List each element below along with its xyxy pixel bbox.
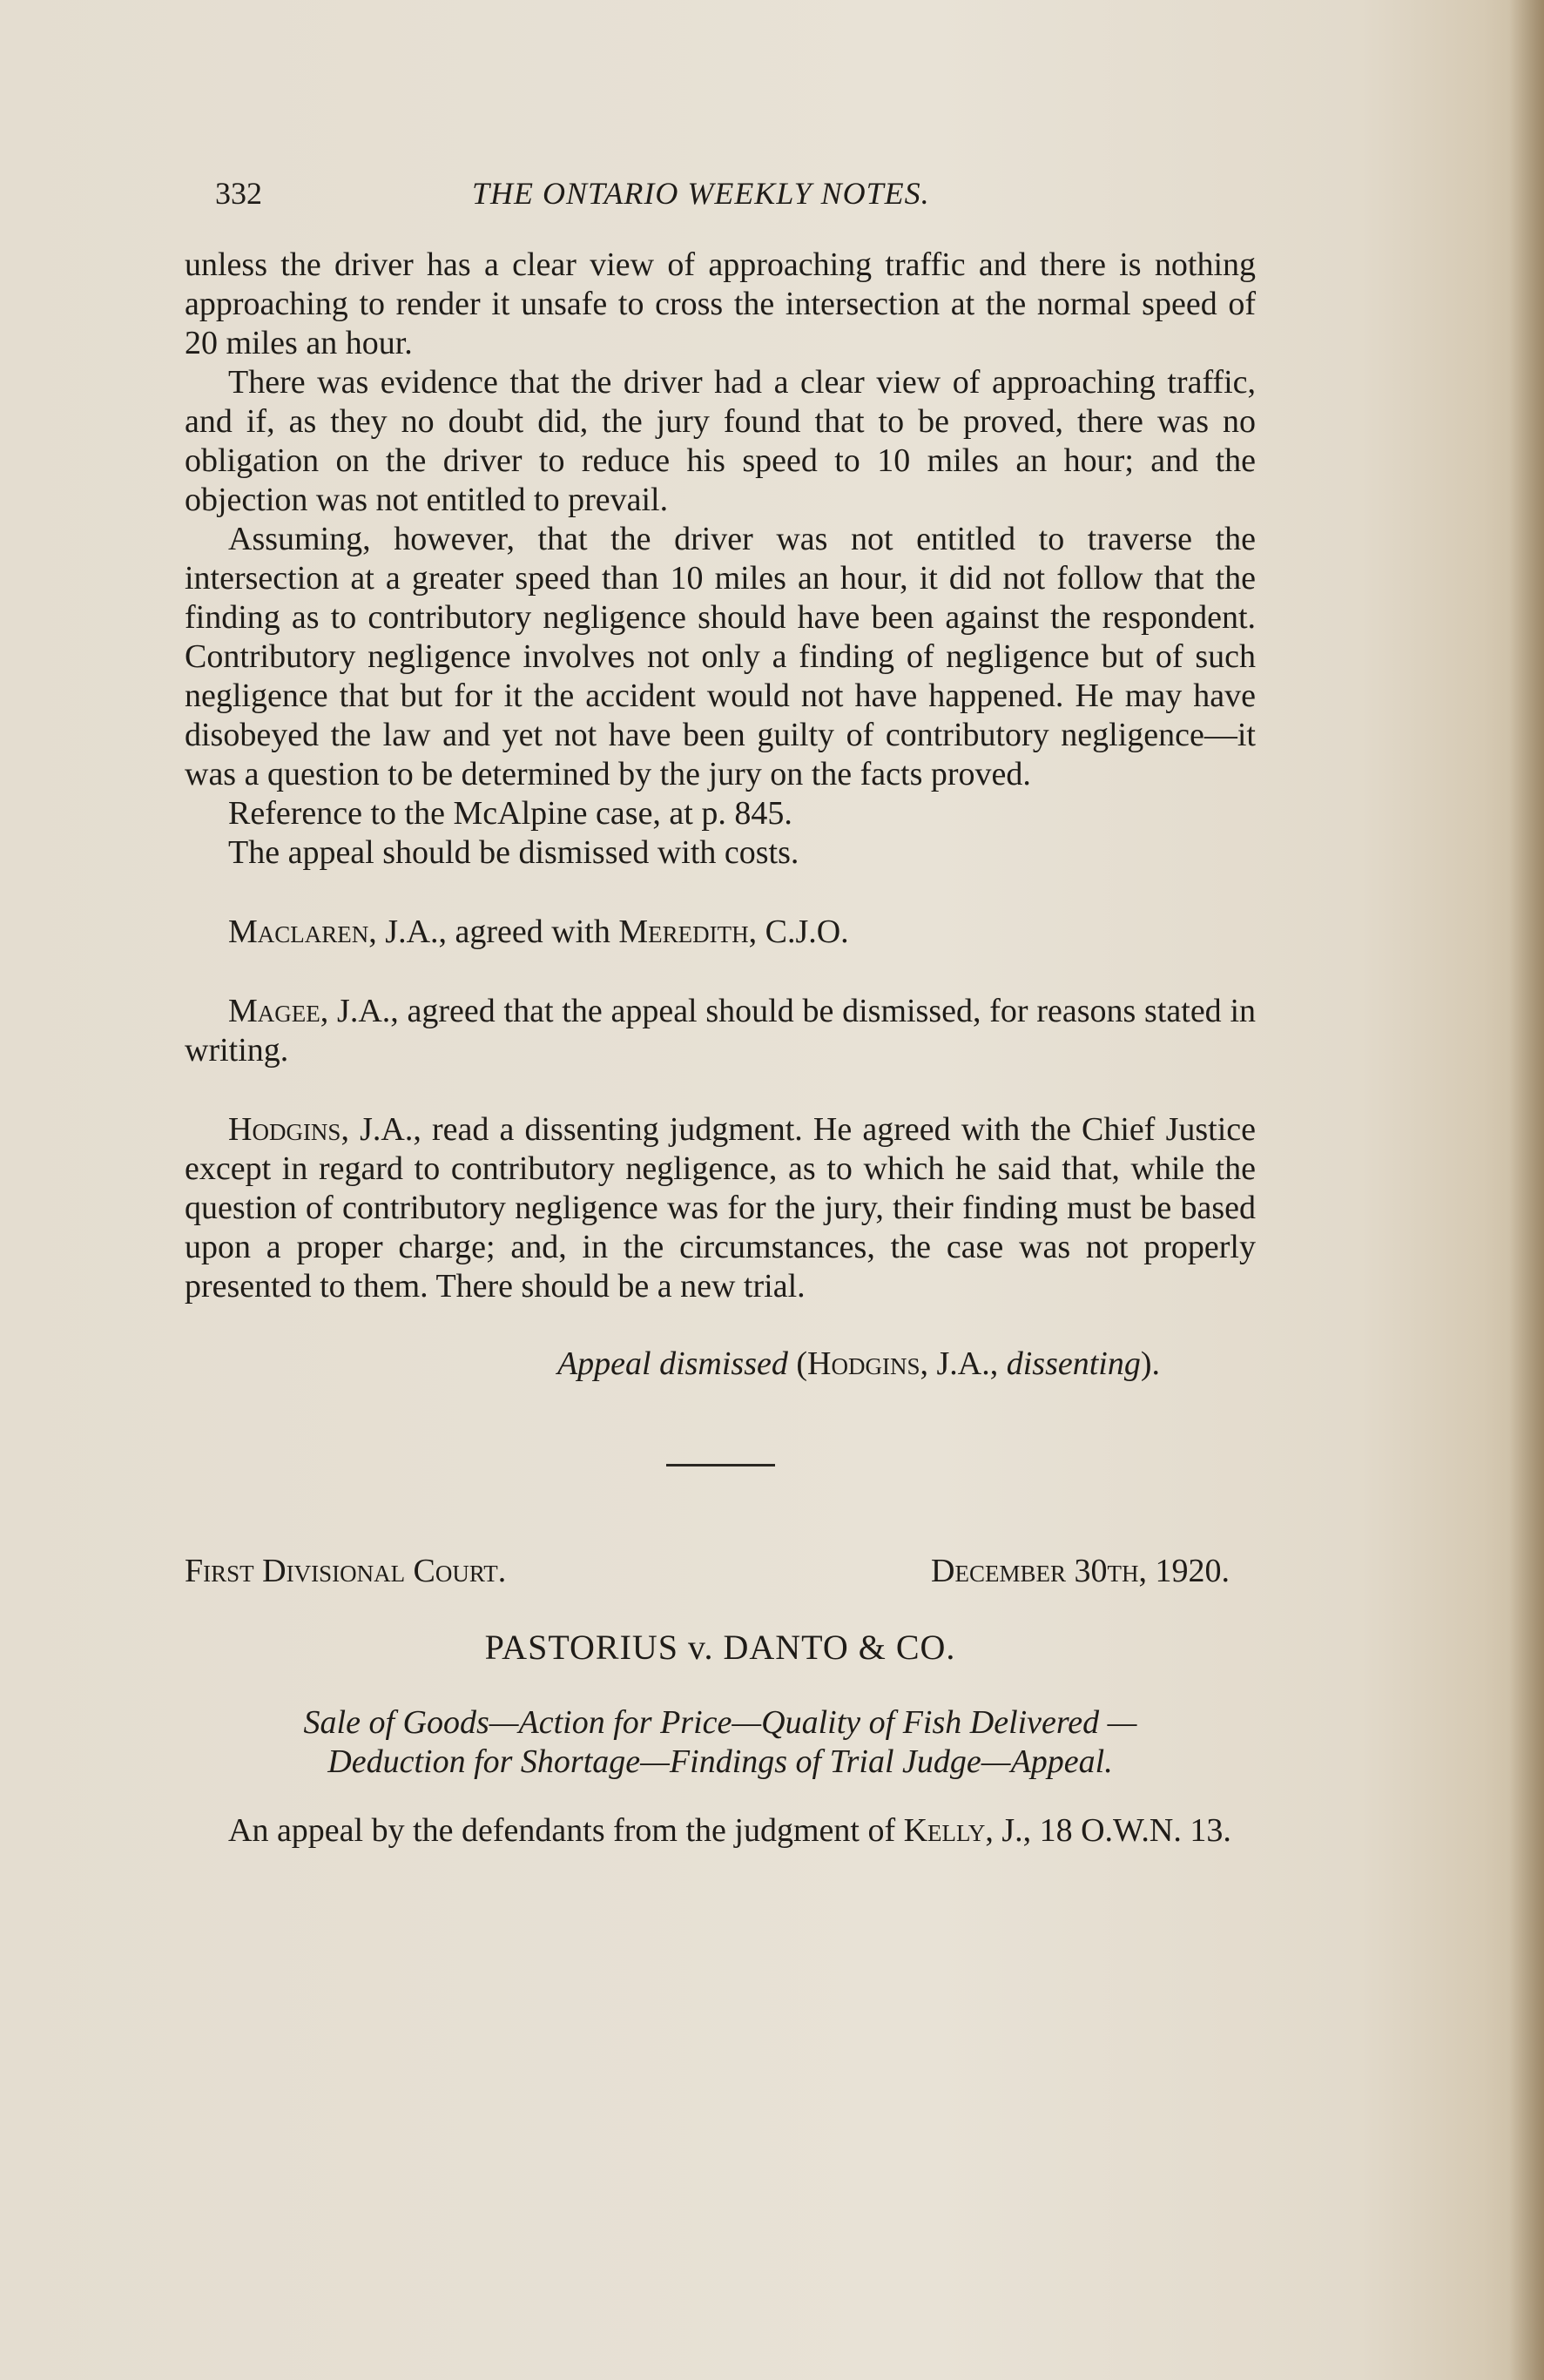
judge-name: Kelly xyxy=(903,1812,986,1849)
opinion-text: , J.A., agreed with xyxy=(368,914,619,950)
section-divider xyxy=(666,1464,775,1466)
dissent-text: dissenting xyxy=(1006,1345,1141,1382)
paragraph-5: The appeal should be dismissed with costs. xyxy=(228,834,799,871)
decision-date: December 30th, 1920. xyxy=(931,1553,1230,1589)
result-text: Appeal dismissed xyxy=(556,1345,788,1382)
text-block xyxy=(185,174,1256,1851)
magee-opinion xyxy=(185,992,1256,1070)
appeal-text: An appeal by the defendants from the judgment of xyxy=(228,1812,904,1849)
paragraph-3: Assuming, however, that the driver was not entitled to traverse the intersection at a greater speed than 10 miles an hour, it did not follow that the finding as to contributory negligence should have been against the respondent. Contributory negligence involves not only a finding of negligence but of such negligence that but for it the accident would not have happened. He may have disobeyed the law and yet not have been guilty of contributory negligence—it was a question to be determined by the jury on the facts proved. xyxy=(185,521,1256,792)
judge-name: Meredith xyxy=(618,914,749,950)
judge-name: Maclaren xyxy=(228,914,369,950)
judge-name: Hodgins xyxy=(807,1345,920,1382)
disposition xyxy=(185,1345,1256,1384)
journal-title: THE ONTARIO WEEKLY NOTES. xyxy=(472,176,930,211)
paragraph-2: There was evidence that the driver had a clear view of approaching traffic, and if, as they no doubt did, the jury found that to be proved, there was no obligation on the driver to reduce his speed to 10 miles an hour; and the objection was not entitled to prevail. xyxy=(185,364,1256,518)
opinion-text: , J.A., read a dissenting judgment. He agreed with the Chief Justice except in regard to contributory negligence, as to which he said that, while the question of contributory negligence was for the jury, their finding must be based upon a proper charge; and, in the circumstances, the case was not properly presented to them. There should be a new trial. xyxy=(185,1111,1256,1305)
paren-close: ). xyxy=(1140,1345,1160,1382)
running-head xyxy=(185,174,1256,226)
judge-title: , J.A., xyxy=(920,1345,1007,1382)
maclaren-opinion xyxy=(185,913,1256,952)
judge-name: Magee xyxy=(228,993,320,1029)
judge-name: Hodgins xyxy=(228,1111,341,1148)
paragraph-4: Reference to the McAlpine case, at p. 845. xyxy=(228,795,792,832)
headnote-line: Sale of Goods—Action for Price—Quality of Fish Delivered — xyxy=(303,1704,1137,1741)
hodgins-opinion xyxy=(185,1110,1256,1306)
page-number: 332 xyxy=(215,176,262,211)
book-spine-shadow xyxy=(1509,0,1544,2380)
paren-open: ( xyxy=(787,1345,808,1382)
opinion-text: , C.J.O. xyxy=(748,914,849,950)
court-name: First Divisional Court. xyxy=(185,1553,507,1589)
headnote-line: Deduction for Shortage—Findings of Trial Judge—Appeal. xyxy=(327,1743,1113,1780)
case-title: PASTORIUS v. DANTO & CO. xyxy=(484,1628,956,1667)
appeal-paragraph xyxy=(185,1811,1256,1851)
headnote xyxy=(185,1703,1256,1782)
court-line xyxy=(185,1552,1256,1591)
paragraph-1: unless the driver has a clear view of approaching traffic and there is nothing approaching to render it unsafe to cross the intersection at the normal speed of 20 miles an hour. xyxy=(185,246,1256,361)
opinion-text: , J.A., agreed that the appeal should be dismissed, for reasons stated in writing. xyxy=(185,993,1256,1069)
appeal-citation: , J., 18 O.W.N. 13. xyxy=(985,1812,1231,1849)
